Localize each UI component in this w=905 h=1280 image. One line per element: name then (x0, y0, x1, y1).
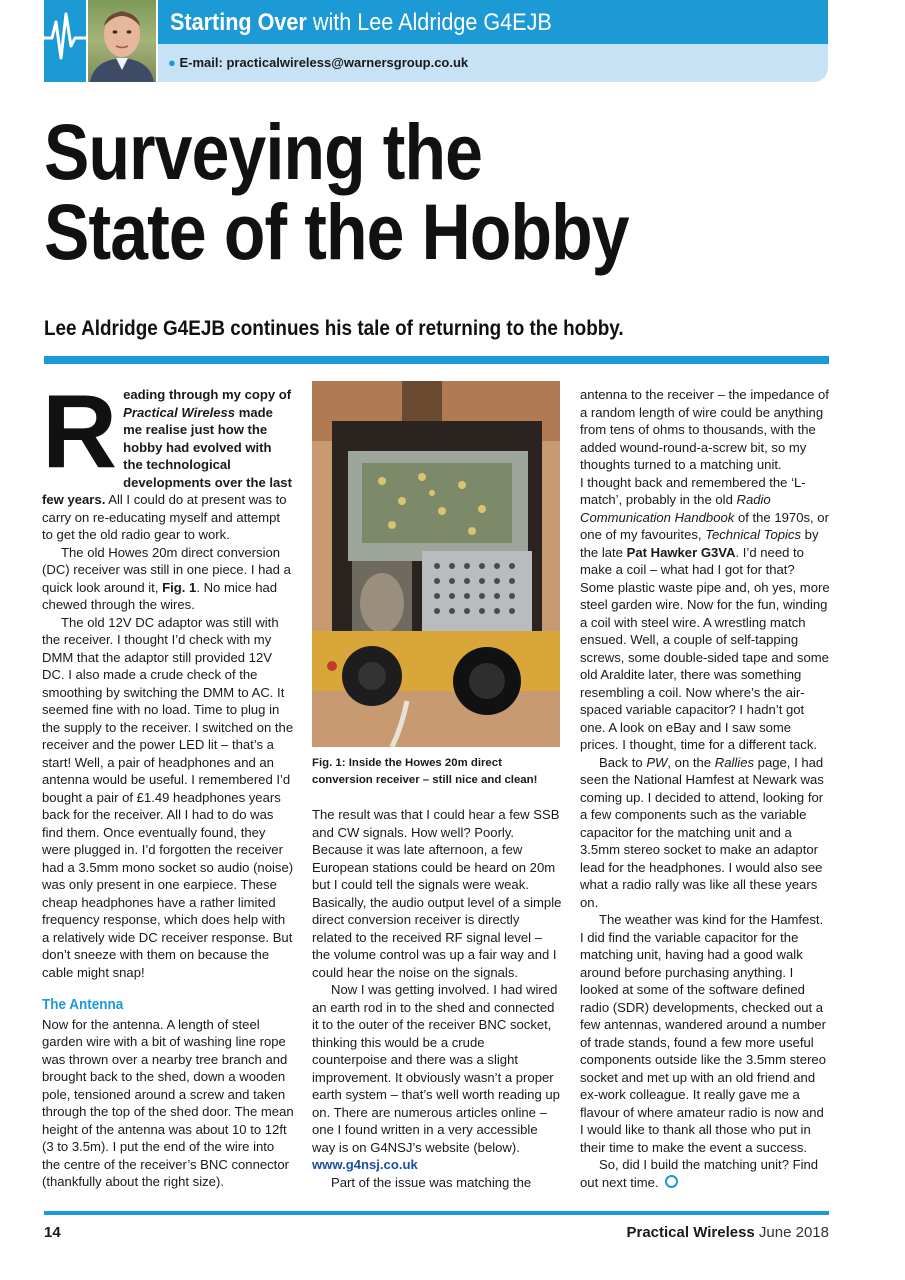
body-paragraph: I thought back and remembered the ‘L-match’, probably in the old Radio Communication Handbook of the 1970s, or one of my favourites, Technical Topics by the late Pat Hawker G3VA. I’d need to make a coil – what had I got for that? Some plastic waste pipe and, oh yes, more steel garden wire. Now for the fun, winding a coil with steel wire. A wrestling match ensued. Well, a couple of self-tapping screws, some double-sided tape and some old Araldite later, there was something resembling a coil. Now where’s the air-spaced variable capacitor? I hadn’t got one. A look on eBay and I saw some prices. I thought, time for a different tack. (580, 474, 830, 752)
figure-1-photo (312, 381, 560, 747)
column-name: Starting Over (170, 9, 307, 36)
drop-cap: R (42, 374, 118, 490)
email-text: E-mail: practicalwireless@warnersgroup.co.uk (179, 55, 469, 70)
body-paragraph: The result was that I could hear a few SSB and CW signals. How well? Poorly. Because it was late afternoon, a few European stations could be heard on 20m but I could tell the signals were weak. Basically, the audio output level of a simple direct conversion receiver is directly related to the received RF signal level – the volume control was up a fair way and I could hear the noise on the signals. (312, 807, 562, 980)
body-paragraph: The old Howes 20m direct conversion (DC) receiver was still in one piece. I had a quick look around it, Fig. 1. No mice had chewed through the wires. (42, 544, 291, 612)
title-line-2: State of the Hobby (44, 187, 629, 276)
body-paragraph: Back to PW, on the Rallies page, I had seen the National Hamfest at Newark was coming up. I decided to attend, looking for a few components such as the variable capacitor for the matching unit and a 3.5mm stereo socket to make an adaptor lead for the headphones. I would also see what a radio rally was like all these years on. (580, 754, 824, 910)
article-title (44, 107, 629, 276)
page-number: 14 (44, 1224, 61, 1241)
column-1 (42, 374, 294, 1191)
column-title (170, 9, 552, 37)
divider-rule (44, 356, 829, 364)
body-paragraph: Now for the antenna. A length of steel garden wire with a bit of washing line rope was thrown over a nearby tree branch and brought back to the shed, down a wooden pole, tensioned around a screw and taken through the top of the shed door. The mean height of the antenna was about 10 to 12ft (3 to 3.5m). I put the end of the wire into the centre of the receiver’s BNC connector (thankfully about the right size). (42, 1016, 294, 1189)
column-3 (580, 386, 830, 1191)
subheading: The Antenna (42, 996, 124, 1013)
intro-paragraph: Reading through my copy of Practical Wireless made me realise just how the hobby had evolved with the technological developments over the last few years. All I could do at present was to carry on re-educating myself and attempt to get the old radio gear to work. (42, 374, 292, 542)
signal-wave-icon (44, 0, 86, 82)
closing-paragraph: So, did I build the matching unit? Find out next time. (580, 1157, 819, 1190)
column-2 (312, 806, 562, 1191)
title-line-1: Surveying the (44, 107, 483, 196)
magazine-name: Practical Wireless (626, 1224, 755, 1241)
website-link[interactable]: www.g4nsj.co.uk (312, 1157, 418, 1172)
bullet-icon: ● (168, 55, 176, 70)
issue-date: June 2018 (754, 1224, 829, 1241)
author-photo (88, 0, 156, 82)
body-paragraph: Part of the issue was matching the (331, 1174, 532, 1190)
circle-end-icon (665, 1175, 678, 1188)
standfirst: Lee Aldridge G4EJB continues his tale of returning to the hobby. (44, 317, 624, 340)
body-paragraph: Now I was getting involved. I had wired an earth rod in to the shed and connected it to the outer of the receiver BNC socket, thinking this would be a crude counterpoise and there was a slight improvement. It obviously wasn’t a proper earth system – that’s well worth reading up on. There are numerous articles online – one I found written in a very accessible way is on G4NSJ’s website (below). (312, 982, 560, 1155)
column-byline: with Lee Aldridge G4EJB (306, 9, 552, 36)
figure-caption: Fig. 1: Inside the Howes 20m direct conversion receiver – still nice and clean! (312, 757, 538, 786)
body-paragraph: The weather was kind for the Hamfest. I did find the variable capacitor for the matching unit, having had a good walk around before purchasing anything. I looked at some of the software defined radio (SDR) developments, checked out a few antennas, wandered around a number of trade stands, found a few more useful components outside like the 3.5mm stereo socket and met up with an old friend and ex-work colleague. It really gave me a flavour of where amateur radio is now and I would like to thank all those who put in their time to make the event a success. (580, 912, 827, 1155)
body-paragraph: The old 12V DC adaptor was still with the receiver. I thought I’d check with my DMM that the adaptor still provided 12V DC. I also made a crude check of the smoothing by switching the DMM to AC. It seemed fine with no load. Time to plug in the supply to the receiver. I switched on the receiver and the power LED lit – that’s a start! Well, a pair of headphones and an antenna would be useful. I remembered I’d bought a pair of £1.49 headphones years back for the receiver. All I had to do was find them. Once eventually found, they were plugged in. I’d forgotten the receiver had a 3.5mm mono socket so audio (noise) was only present in one earpiece. These cheap headphones have a rather limited frequency response, which does help with a relatively wide DC receiver response. But don’t sneeze with them on because the cable might snap! (42, 614, 294, 980)
body-paragraph: antenna to the receiver – the impedance of a random length of wire could be anything from tens of ohms to thousands, with the added wound-round-a-screw bit, so my thoughts turned to a matching unit. (580, 387, 829, 472)
author-email[interactable] (168, 55, 468, 70)
magazine-folio (626, 1224, 829, 1241)
column-logo (44, 0, 86, 82)
footer-rule (44, 1211, 829, 1215)
